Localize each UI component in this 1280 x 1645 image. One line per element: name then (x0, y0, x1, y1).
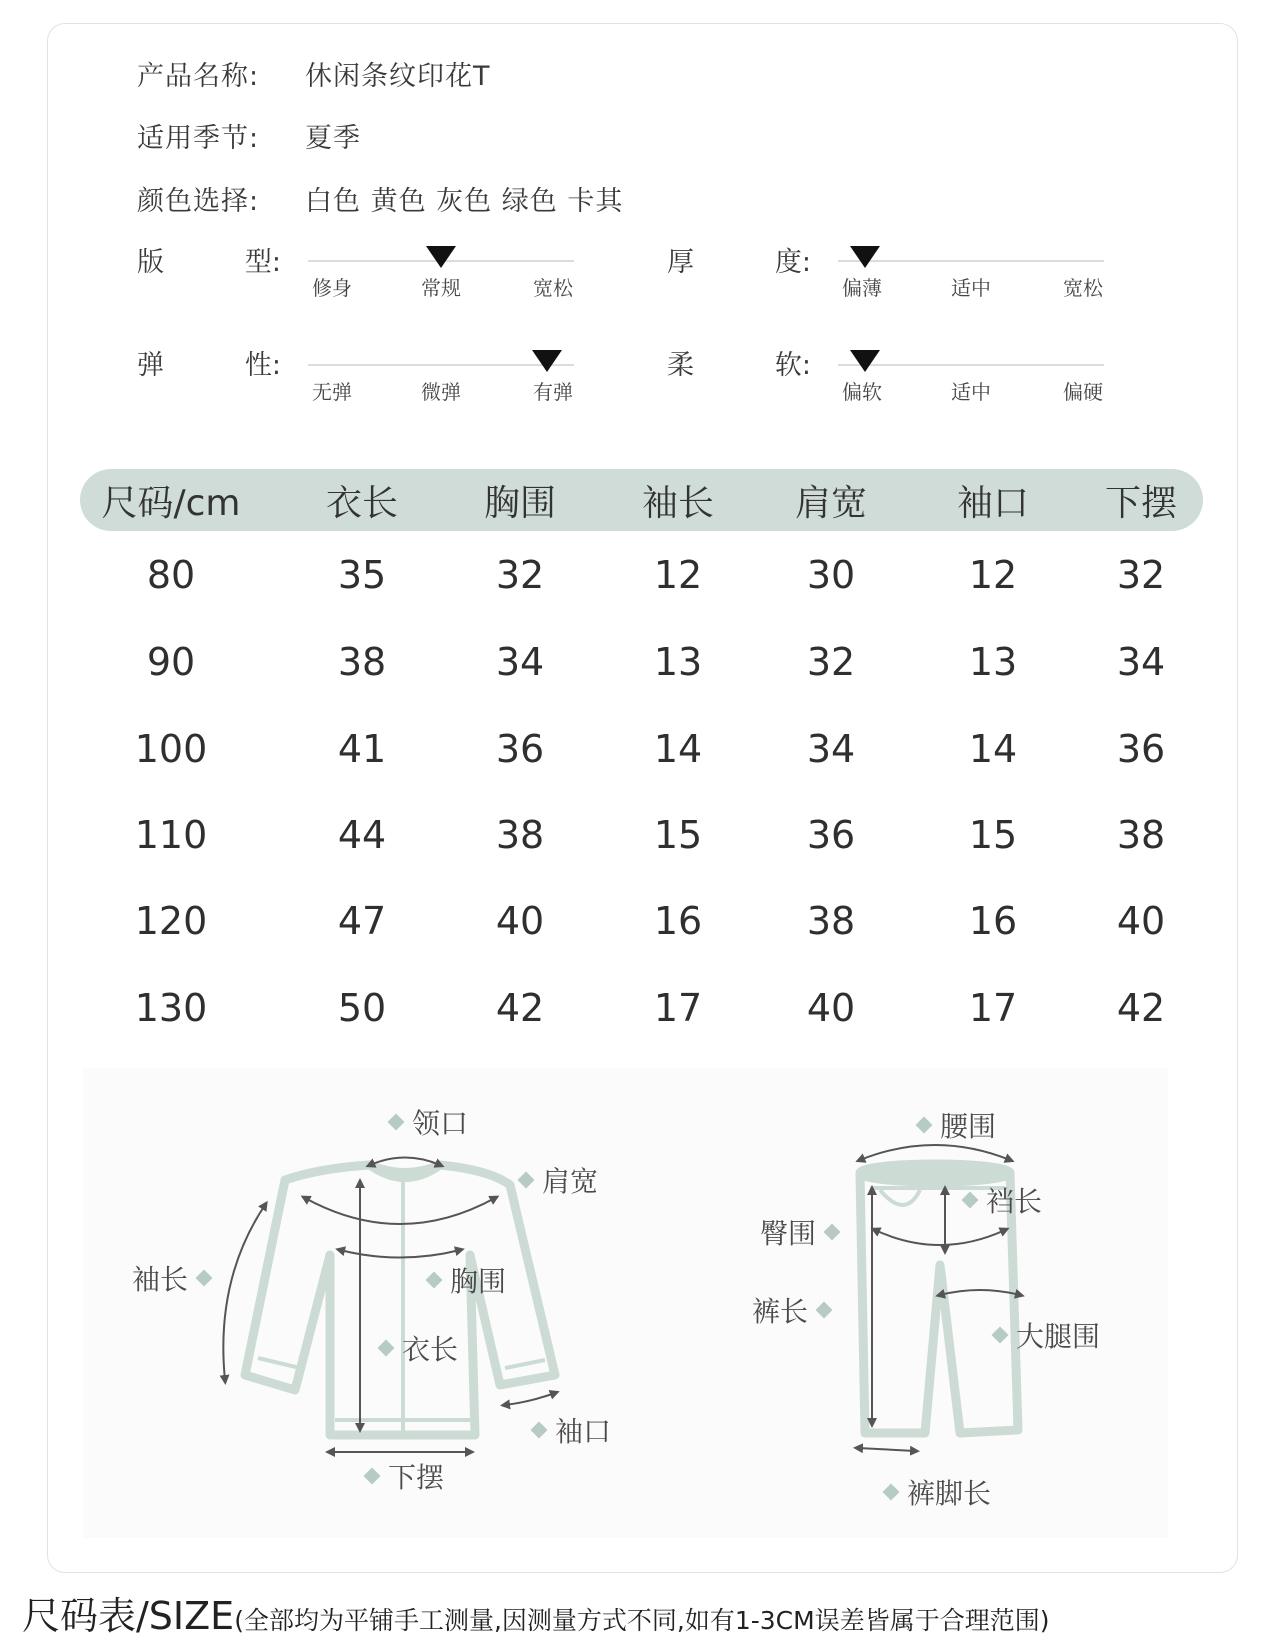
table-cell: 40 (495, 899, 545, 943)
label-collar: 领口 (380, 1102, 468, 1142)
table-cell: 36 (806, 813, 856, 857)
color-label: 颜色选择: (137, 185, 260, 217)
label-cuff: 袖口 (523, 1410, 611, 1450)
table-header-cell: 衣长 (325, 483, 398, 524)
thickness-option: 偏薄 (842, 276, 882, 300)
product-name-label: 产品名称: (137, 60, 260, 92)
label-hip: 臀围 (760, 1212, 848, 1252)
label-hem: 下摆 (356, 1456, 444, 1496)
table-cell: 40 (1116, 899, 1166, 943)
top-garment-outline (245, 1165, 555, 1435)
season-value: 夏季 (305, 122, 361, 154)
table-cell: 38 (495, 813, 545, 857)
table-cell: 13 (653, 640, 703, 684)
table-cell: 40 (806, 986, 856, 1030)
table-cell: 36 (1116, 727, 1166, 771)
label-rise: 裆长 (954, 1180, 1042, 1220)
season-label: 适用季节: (137, 122, 260, 154)
table-cell: 42 (1116, 986, 1166, 1030)
table-header-cell: 袖口 (956, 483, 1029, 524)
label-waist: 腰围 (908, 1105, 996, 1145)
table-cell: 130 (134, 986, 208, 1030)
table-cell: 38 (806, 899, 856, 943)
fit-label: 版 型: (137, 247, 281, 278)
product-name-value: 休闲条纹印花T (305, 60, 491, 92)
table-cell: 12 (653, 553, 703, 597)
table-header-cell: 袖长 (641, 483, 714, 524)
table-cell: 16 (968, 899, 1018, 943)
table-cell: 15 (968, 813, 1018, 857)
table-cell: 17 (968, 986, 1018, 1030)
size-chart-caption (22, 1585, 1049, 1640)
fit-option: 常规 (421, 276, 461, 300)
table-cell: 38 (1116, 813, 1166, 857)
table-cell: 110 (134, 813, 208, 857)
label-leg-opening: 裤脚长 (875, 1472, 991, 1512)
footer-note: (全部均为平铺手工测量,因测量方式不同,如有1-3CM误差皆属于合理范围) (234, 1606, 1050, 1635)
table-cell: 32 (1116, 553, 1166, 597)
thickness-option: 宽松 (1063, 276, 1103, 300)
label-chest: 胸围 (418, 1260, 506, 1300)
table-header-cell: 下摆 (1104, 483, 1177, 524)
top-measure-arrows (223, 1158, 555, 1453)
fit-option: 宽松 (533, 276, 573, 300)
label-shoulder: 肩宽 (510, 1160, 598, 1200)
table-cell: 34 (1116, 640, 1166, 684)
table-cell: 44 (337, 813, 387, 857)
table-cell: 32 (806, 640, 856, 684)
elasticity-option: 微弹 (421, 380, 461, 404)
table-cell: 47 (337, 899, 387, 943)
softness-option: 偏软 (842, 380, 882, 404)
elasticity-option: 无弹 (312, 380, 352, 404)
thickness-label: 厚 度: (667, 247, 811, 278)
table-header-cell: 胸围 (483, 483, 556, 524)
softness-label: 柔 软: (667, 350, 811, 381)
table-cell: 15 (653, 813, 703, 857)
elasticity-option: 有弹 (533, 380, 573, 404)
table-cell: 36 (495, 727, 545, 771)
table-cell: 42 (495, 986, 545, 1030)
table-cell: 100 (134, 727, 208, 771)
table-header-cell: 尺码/cm (101, 483, 241, 524)
fit-option: 修身 (312, 276, 352, 300)
table-cell: 41 (337, 727, 387, 771)
table-cell: 35 (337, 553, 387, 597)
table-cell: 80 (146, 553, 196, 597)
table-header-cell: 肩宽 (794, 483, 867, 524)
table-cell: 14 (968, 727, 1018, 771)
footer-title: 尺码表/SIZE (22, 1594, 235, 1638)
softness-option: 偏硬 (1063, 380, 1103, 404)
table-cell: 17 (653, 986, 703, 1030)
table-cell: 90 (146, 640, 196, 684)
table-cell: 32 (495, 553, 545, 597)
label-sleeve: 袖长 (132, 1258, 220, 1298)
table-cell: 34 (495, 640, 545, 684)
label-thigh: 大腿围 (984, 1315, 1100, 1355)
label-length: 衣长 (370, 1328, 458, 1368)
table-cell: 50 (337, 986, 387, 1030)
table-cell: 120 (134, 899, 208, 943)
thickness-option: 适中 (951, 276, 991, 300)
table-cell: 38 (337, 640, 387, 684)
elasticity-label: 弹 性: (137, 350, 281, 381)
table-cell: 12 (968, 553, 1018, 597)
table-cell: 16 (653, 899, 703, 943)
table-cell: 14 (653, 727, 703, 771)
table-cell: 13 (968, 640, 1018, 684)
table-cell: 34 (806, 727, 856, 771)
softness-option: 适中 (951, 380, 991, 404)
color-value: 白色 黄色 灰色 绿色 卡其 (305, 185, 624, 217)
table-cell: 30 (806, 553, 856, 597)
label-pants-length: 裤长 (752, 1290, 840, 1330)
